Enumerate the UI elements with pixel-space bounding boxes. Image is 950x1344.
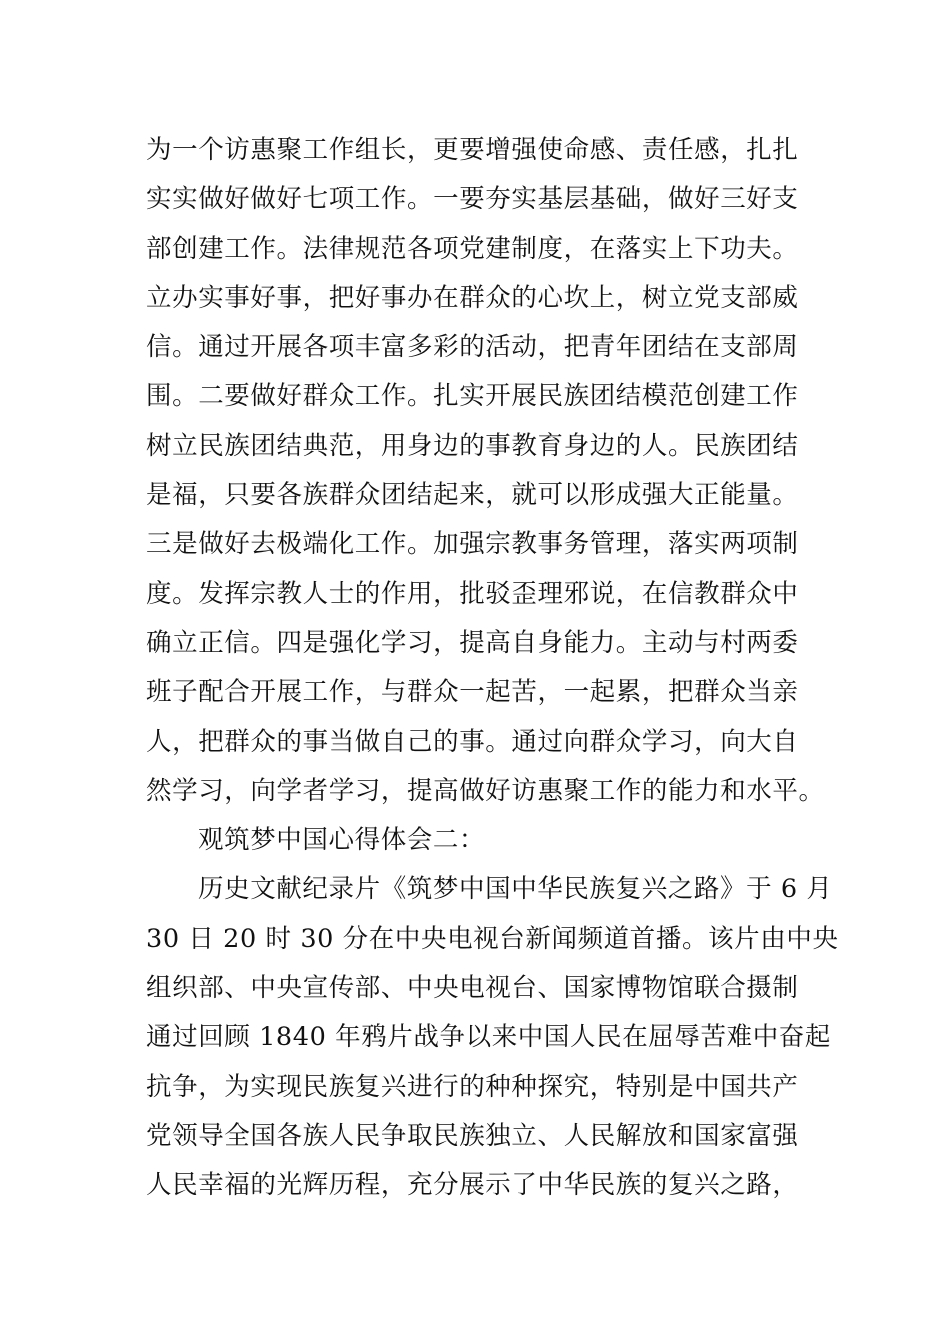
text-line: 然学习，向学者学习，提高做好访惠聚工作的能力和水平。 <box>146 775 825 806</box>
text-line: 立办实事好事，把好事办在群众的心坎上，树立党支部威 <box>146 282 799 313</box>
text-line: 历史文献纪录片《筑梦中国中华民族复兴之路》于 6 月 <box>198 874 833 905</box>
text-line: 确立正信。四是强化学习，提高自身能力。主动与村两委 <box>146 627 799 658</box>
text-line: 抗争，为实现民族复兴进行的种种探究，特别是中国共产 <box>146 1071 799 1102</box>
text-line: 班子配合开展工作，与群众一起苦，一起累，把群众当亲 <box>146 677 799 708</box>
text-line: 组织部、中央宣传部、中央电视台、国家博物馆联合摄制 <box>146 973 799 1004</box>
text-line: 为一个访惠聚工作组长，更要增强使命感、责任感，扎扎 <box>146 135 799 165</box>
body-text <box>146 126 839 1211</box>
text-line: 三是做好去极端化工作。加强宗教事务管理，落实两项制 <box>146 529 799 560</box>
text-line: 度。发挥宗教人士的作用，批驳歪理邪说，在信教群众中 <box>146 578 799 609</box>
text-line: 树立民族团结典范，用身边的事教育身边的人。民族团结 <box>146 430 799 461</box>
text-line: 通过回顾 1840 年鸦片战争以来中国人民在屈辱苦难中奋起 <box>146 1022 832 1053</box>
text-line: 实实做好做好七项工作。一要夯实基层基础，做好三好支 <box>146 184 799 215</box>
text-line: 信。通过开展各项丰富多彩的活动，把青年团结在支部周 <box>146 332 799 363</box>
text-line: 30 日 20 时 30 分在中央电视台新闻频道首播。该片由中央 <box>146 923 839 954</box>
text-line: 人，把群众的事当做自己的事。通过向群众学习，向大自 <box>146 726 799 757</box>
text-line: 围。二要做好群众工作。扎实开展民族团结模范创建工作 <box>146 381 799 412</box>
text-line: 党领导全国各族人民争取民族独立、人民解放和国家富强 <box>146 1120 799 1151</box>
section-heading: 观筑梦中国心得体会二： <box>198 825 486 856</box>
text-line: 是福，只要各族群众团结起来，就可以形成强大正能量。 <box>146 480 799 511</box>
text-line: 人民幸福的光辉历程，充分展示了中华民族的复兴之路， <box>146 1170 799 1201</box>
text-line: 部创建工作。法律规范各项党建制度，在落实上下功夫。 <box>146 233 799 264</box>
